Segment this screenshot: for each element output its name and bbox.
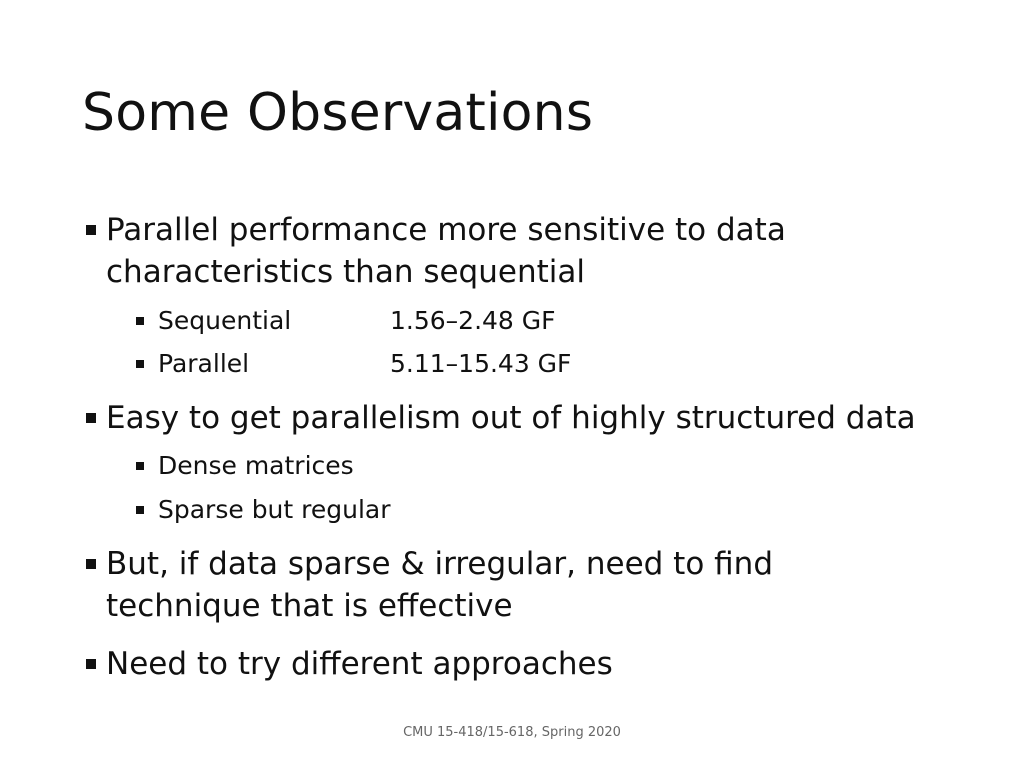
slide-footer: CMU 15-418/15-618, Spring 2020: [403, 725, 621, 740]
bullet-item: [106, 543, 826, 627]
bullet-text: But, if data sparse & irregular, need to find technique that is effective: [106, 546, 773, 624]
square-bullet-icon: [136, 317, 144, 325]
sub-bullet-item: [158, 306, 858, 336]
sub-bullet-item: [158, 349, 858, 379]
square-bullet-icon: [86, 659, 96, 669]
bullet-text: Parallel performance more sensitive to data characteristics than sequential: [106, 212, 786, 290]
bullet-text: Easy to get parallelism out of highly structured data: [106, 400, 916, 436]
sub-bullet-value: 1.56–2.48 GF: [390, 306, 556, 335]
bullet-text: Need to try different approaches: [106, 646, 613, 682]
bullet-item: [106, 643, 966, 685]
bullet-item: [106, 209, 826, 293]
square-bullet-icon: [136, 506, 144, 514]
square-bullet-icon: [86, 413, 96, 423]
sub-bullet-label: Sequential: [158, 306, 292, 335]
slide-title: Some Observations: [82, 83, 594, 143]
sub-bullet-item: [158, 495, 858, 525]
bullet-item: [106, 397, 966, 439]
sub-bullet-label: Dense matrices: [158, 451, 354, 480]
sub-bullet-label: Parallel: [158, 349, 250, 378]
sub-bullet-item: [158, 451, 858, 481]
square-bullet-icon: [136, 462, 144, 470]
square-bullet-icon: [86, 225, 96, 235]
sub-bullet-label: Sparse but regular: [158, 495, 391, 524]
square-bullet-icon: [136, 360, 144, 368]
square-bullet-icon: [86, 559, 96, 569]
sub-bullet-value: 5.11–15.43 GF: [390, 349, 572, 378]
